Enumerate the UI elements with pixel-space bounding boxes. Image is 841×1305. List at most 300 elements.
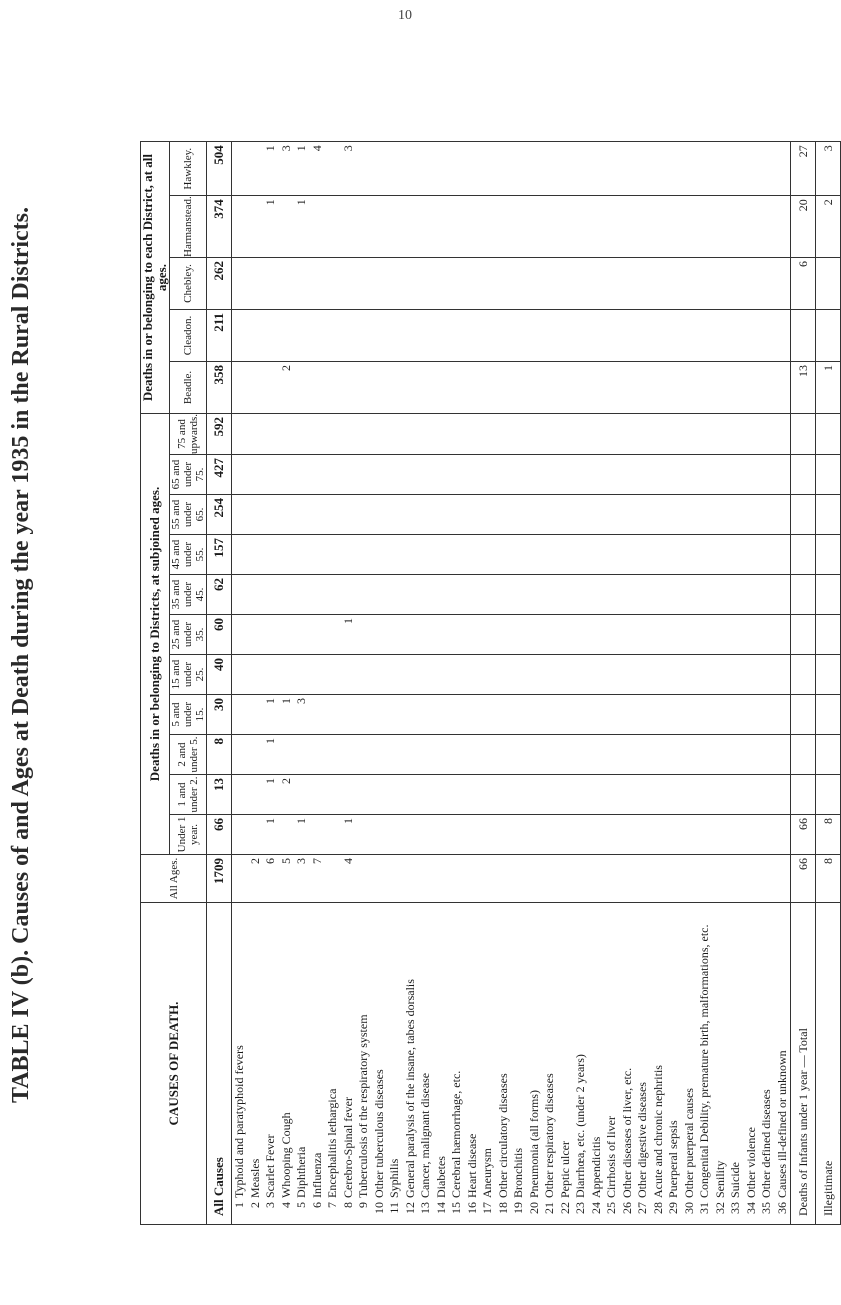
value-cell	[713, 142, 729, 196]
value-cell	[496, 815, 512, 855]
value-cell	[372, 361, 388, 413]
value-cell	[682, 196, 698, 258]
value-cell	[589, 495, 605, 535]
value-cell	[279, 615, 295, 655]
cause-label: Puerperal sepsis	[666, 1120, 680, 1198]
value-cell	[310, 615, 326, 655]
infant-empty-cell	[816, 575, 841, 615]
value-cell	[403, 361, 419, 413]
value-cell	[248, 196, 264, 258]
value-cell	[496, 695, 512, 735]
value-cell	[403, 413, 419, 454]
infant-cell: 8	[816, 815, 841, 855]
value-cell	[294, 455, 310, 495]
value-cell	[728, 695, 744, 735]
value-cell	[418, 361, 434, 413]
total-cell: 60	[207, 615, 232, 655]
cause-cell	[759, 903, 775, 1225]
value-cell	[263, 655, 279, 695]
value-cell	[775, 455, 791, 495]
value-cell	[372, 535, 388, 575]
value-cell	[728, 257, 744, 309]
value-cell	[496, 615, 512, 655]
infant-empty-cell	[791, 535, 816, 575]
cause-label: Aneurysm	[480, 1148, 494, 1198]
cause-cell	[418, 903, 434, 1225]
value-cell	[573, 815, 589, 855]
value-cell	[573, 495, 589, 535]
value-cell	[496, 775, 512, 815]
cause-number: 16	[464, 1202, 479, 1214]
value-cell	[294, 309, 310, 361]
cause-cell	[527, 903, 543, 1225]
value-cell	[604, 695, 620, 735]
cause-cell	[496, 903, 512, 1225]
value-cell	[589, 309, 605, 361]
value-cell	[263, 361, 279, 413]
value-cell	[294, 775, 310, 815]
value-cell	[542, 413, 558, 454]
table-row	[387, 142, 403, 1225]
value-cell	[604, 535, 620, 575]
value-cell	[759, 455, 775, 495]
value-cell	[635, 655, 651, 695]
district-header: Hawkley.	[170, 142, 207, 196]
value-cell	[635, 309, 651, 361]
cause-cell	[434, 903, 450, 1225]
value-cell	[387, 413, 403, 454]
cause-cell	[558, 903, 574, 1225]
value-cell	[232, 775, 248, 815]
value-cell	[279, 655, 295, 695]
total-cell: 62	[207, 575, 232, 615]
value-cell	[232, 695, 248, 735]
value-cell	[651, 361, 667, 413]
cause-label: Peptic ulcer	[557, 1141, 572, 1198]
value-cell	[604, 413, 620, 454]
value-cell	[759, 535, 775, 575]
value-cell	[511, 142, 527, 196]
value-cell	[713, 535, 729, 575]
value-cell	[558, 655, 574, 695]
value-cell	[325, 695, 341, 735]
value-cell	[744, 142, 760, 196]
value-cell	[651, 855, 667, 903]
value-cell	[372, 815, 388, 855]
cause-number: 3	[263, 1202, 277, 1208]
infant-cell: 3	[816, 142, 841, 196]
value-cell	[604, 257, 620, 309]
value-cell	[573, 413, 589, 454]
value-cell	[682, 455, 698, 495]
value-cell	[620, 855, 636, 903]
value-cell: 1	[294, 142, 310, 196]
value-cell	[589, 695, 605, 735]
value-cell	[496, 361, 512, 413]
table-row	[511, 142, 527, 1225]
value-cell	[728, 615, 744, 655]
value-cell	[651, 309, 667, 361]
value-cell	[573, 855, 589, 903]
value-cell	[744, 309, 760, 361]
value-cell	[372, 575, 388, 615]
value-cell	[372, 257, 388, 309]
value-cell	[682, 361, 698, 413]
cause-number: 29	[666, 1202, 680, 1214]
value-cell	[403, 495, 419, 535]
value-cell	[666, 855, 682, 903]
value-cell	[759, 361, 775, 413]
value-cell	[744, 655, 760, 695]
value-cell	[387, 495, 403, 535]
value-cell	[480, 142, 496, 196]
value-cell	[325, 361, 341, 413]
value-cell	[527, 495, 543, 535]
value-cell	[310, 309, 326, 361]
value-cell	[728, 413, 744, 454]
value-cell	[589, 575, 605, 615]
table-row	[604, 142, 620, 1225]
cause-number: 15	[449, 1202, 463, 1214]
value-cell	[511, 815, 527, 855]
value-cell	[635, 455, 651, 495]
cause-label: Whooping Cough	[278, 1112, 293, 1198]
cause-number: 12	[402, 1202, 417, 1214]
value-cell	[356, 455, 372, 495]
value-cell	[310, 361, 326, 413]
value-cell	[341, 655, 357, 695]
value-cell	[325, 775, 341, 815]
value-cell	[651, 413, 667, 454]
value-cell	[713, 815, 729, 855]
value-cell	[480, 455, 496, 495]
value-cell: 1	[263, 695, 279, 735]
value-cell	[279, 413, 295, 454]
value-cell	[651, 495, 667, 535]
value-cell	[480, 575, 496, 615]
value-cell	[465, 495, 481, 535]
value-cell	[542, 535, 558, 575]
value-cell	[682, 815, 698, 855]
value-cell	[558, 575, 574, 615]
value-cell	[341, 309, 357, 361]
cause-label: Other defined diseases	[759, 1089, 773, 1198]
cause-label: Cerebral hæmorrhage, etc.	[449, 1070, 463, 1198]
district-header: Beadle.	[170, 361, 207, 413]
value-cell	[728, 535, 744, 575]
cause-label: Diphtheria	[294, 1146, 308, 1198]
value-cell	[697, 615, 713, 655]
all-ages-header: All Ages.	[141, 855, 207, 903]
value-cell	[682, 309, 698, 361]
value-cell	[573, 257, 589, 309]
value-cell	[666, 257, 682, 309]
value-cell	[325, 309, 341, 361]
value-cell	[387, 695, 403, 735]
cause-label: Appendicitis	[588, 1136, 603, 1198]
value-cell	[697, 257, 713, 309]
mortality-table	[140, 141, 841, 1225]
value-cell: 1	[294, 815, 310, 855]
cause-number: 6	[309, 1202, 324, 1208]
value-cell	[775, 495, 791, 535]
value-cell	[496, 455, 512, 495]
value-cell	[248, 142, 264, 196]
cause-label: Other puerperal causes	[681, 1088, 696, 1198]
value-cell	[434, 413, 450, 454]
value-cell	[480, 615, 496, 655]
value-cell	[620, 615, 636, 655]
value-cell	[325, 413, 341, 454]
value-cell	[635, 855, 651, 903]
value-cell: 1	[263, 775, 279, 815]
value-cell	[434, 655, 450, 695]
value-cell	[589, 455, 605, 495]
value-cell	[759, 615, 775, 655]
value-cell	[341, 455, 357, 495]
value-cell	[263, 257, 279, 309]
value-cell	[759, 309, 775, 361]
value-cell	[589, 413, 605, 454]
value-cell	[682, 575, 698, 615]
value-cell: 5	[279, 855, 295, 903]
value-cell	[728, 309, 744, 361]
value-cell	[635, 815, 651, 855]
value-cell: 3	[341, 142, 357, 196]
value-cell	[713, 309, 729, 361]
value-cell	[635, 196, 651, 258]
value-cell	[263, 413, 279, 454]
value-cell	[666, 413, 682, 454]
table-row	[527, 142, 543, 1225]
value-cell	[589, 535, 605, 575]
value-cell	[511, 361, 527, 413]
value-cell	[418, 615, 434, 655]
value-cell	[263, 535, 279, 575]
age-header: 55 and under 65.	[170, 495, 207, 535]
value-cell	[418, 535, 434, 575]
value-cell	[403, 735, 419, 775]
value-cell	[697, 655, 713, 695]
value-cell	[604, 455, 620, 495]
value-cell	[775, 142, 791, 196]
value-cell	[604, 735, 620, 775]
cause-number: 9	[356, 1202, 370, 1208]
value-cell	[418, 142, 434, 196]
value-cell	[341, 495, 357, 535]
value-cell	[387, 655, 403, 695]
value-cell	[372, 695, 388, 735]
value-cell	[449, 655, 465, 695]
value-cell	[728, 815, 744, 855]
value-cell	[341, 196, 357, 258]
value-cell	[372, 196, 388, 258]
value-cell	[542, 735, 558, 775]
cause-cell	[263, 903, 279, 1225]
value-cell	[403, 196, 419, 258]
value-cell	[744, 695, 760, 735]
infant-empty-cell	[816, 455, 841, 495]
value-cell	[387, 535, 403, 575]
value-cell	[589, 855, 605, 903]
value-cell	[232, 855, 248, 903]
value-cell	[248, 495, 264, 535]
cause-number: 33	[728, 1202, 742, 1214]
value-cell	[728, 142, 744, 196]
table-row	[465, 142, 481, 1225]
cause-cell	[279, 903, 295, 1225]
total-cell: 374	[207, 196, 232, 258]
value-cell	[356, 413, 372, 454]
value-cell	[682, 655, 698, 695]
value-cell	[573, 655, 589, 695]
value-cell	[434, 615, 450, 655]
value-cell	[480, 495, 496, 535]
value-cell	[356, 735, 372, 775]
value-cell	[465, 775, 481, 815]
cause-number: 34	[743, 1202, 758, 1214]
value-cell	[449, 615, 465, 655]
cause-number: 2	[247, 1202, 262, 1208]
value-cell	[651, 535, 667, 575]
value-cell	[589, 655, 605, 695]
value-cell	[759, 695, 775, 735]
value-cell	[372, 655, 388, 695]
district-header: Harmanstead.	[170, 196, 207, 258]
total-cell: 1709	[207, 855, 232, 903]
value-cell	[527, 775, 543, 815]
value-cell	[620, 735, 636, 775]
value-cell	[728, 495, 744, 535]
value-cell	[248, 413, 264, 454]
value-cell	[232, 495, 248, 535]
value-cell	[511, 575, 527, 615]
value-cell	[573, 196, 589, 258]
table-row	[434, 142, 450, 1225]
value-cell	[651, 196, 667, 258]
value-cell	[558, 361, 574, 413]
value-cell	[697, 535, 713, 575]
table-row	[310, 142, 326, 1225]
value-cell	[310, 815, 326, 855]
value-cell	[480, 413, 496, 454]
value-cell	[713, 735, 729, 775]
infant-empty-cell	[816, 615, 841, 655]
totals-label: All Causes	[207, 903, 232, 1225]
cause-number: 28	[650, 1202, 665, 1214]
value-cell	[310, 257, 326, 309]
value-cell	[635, 257, 651, 309]
value-cell	[589, 615, 605, 655]
cause-cell	[356, 903, 372, 1225]
value-cell	[542, 655, 558, 695]
cause-label: General paralysis of the insane, tabes dorsalis	[402, 979, 417, 1198]
value-cell	[666, 695, 682, 735]
value-cell	[759, 855, 775, 903]
table-row	[480, 142, 496, 1225]
value-cell	[341, 775, 357, 815]
value-cell	[248, 775, 264, 815]
value-cell: 1	[263, 142, 279, 196]
cause-label: Suicide	[728, 1162, 742, 1198]
value-cell	[511, 495, 527, 535]
value-cell	[434, 309, 450, 361]
cause-label: Encephalitis lethargica	[325, 1088, 339, 1198]
value-cell	[356, 575, 372, 615]
value-cell	[496, 855, 512, 903]
value-cell	[527, 196, 543, 258]
total-cell: 358	[207, 361, 232, 413]
value-cell	[263, 455, 279, 495]
cause-cell	[480, 903, 496, 1225]
value-cell	[527, 735, 543, 775]
value-cell	[573, 142, 589, 196]
district-group-header: Deaths in or belonging to each District, at all ages.	[141, 142, 170, 414]
value-cell	[542, 575, 558, 615]
value-cell	[558, 735, 574, 775]
value-cell: 3	[279, 142, 295, 196]
value-cell	[310, 495, 326, 535]
value-cell	[496, 575, 512, 615]
cause-cell	[682, 903, 698, 1225]
value-cell	[449, 413, 465, 454]
value-cell	[372, 775, 388, 815]
value-cell: 7	[310, 855, 326, 903]
value-cell	[589, 735, 605, 775]
infant-empty-cell	[816, 413, 841, 454]
age-header: 1 and under 2.	[170, 775, 207, 815]
cause-label: Acute and chronic nephritis	[650, 1065, 665, 1198]
value-cell	[403, 615, 419, 655]
cause-number: 25	[604, 1202, 618, 1214]
cause-label: Cirrhosis of liver	[604, 1116, 618, 1198]
cause-number: 26	[619, 1202, 634, 1214]
table-row	[682, 142, 698, 1225]
value-cell	[666, 535, 682, 575]
infants-row-illegitimate	[816, 142, 841, 1225]
value-cell	[248, 695, 264, 735]
value-cell	[713, 257, 729, 309]
value-cell	[713, 655, 729, 695]
table-row	[558, 142, 574, 1225]
age-header: 25 and under 35.	[170, 615, 207, 655]
value-cell	[744, 615, 760, 655]
value-cell	[248, 815, 264, 855]
value-cell	[356, 196, 372, 258]
value-cell	[573, 309, 589, 361]
value-cell	[697, 815, 713, 855]
value-cell	[651, 695, 667, 735]
value-cell	[697, 196, 713, 258]
value-cell	[651, 257, 667, 309]
value-cell	[651, 775, 667, 815]
value-cell	[744, 815, 760, 855]
value-cell	[527, 575, 543, 615]
value-cell	[465, 361, 481, 413]
cause-cell	[604, 903, 620, 1225]
value-cell	[759, 196, 775, 258]
value-cell	[449, 257, 465, 309]
value-cell	[558, 615, 574, 655]
value-cell	[666, 455, 682, 495]
value-cell	[759, 575, 775, 615]
value-cell	[558, 695, 574, 735]
cause-number: 13	[418, 1202, 432, 1214]
value-cell	[279, 575, 295, 615]
table-row	[372, 142, 388, 1225]
value-cell	[449, 495, 465, 535]
cause-number: 32	[712, 1202, 727, 1214]
